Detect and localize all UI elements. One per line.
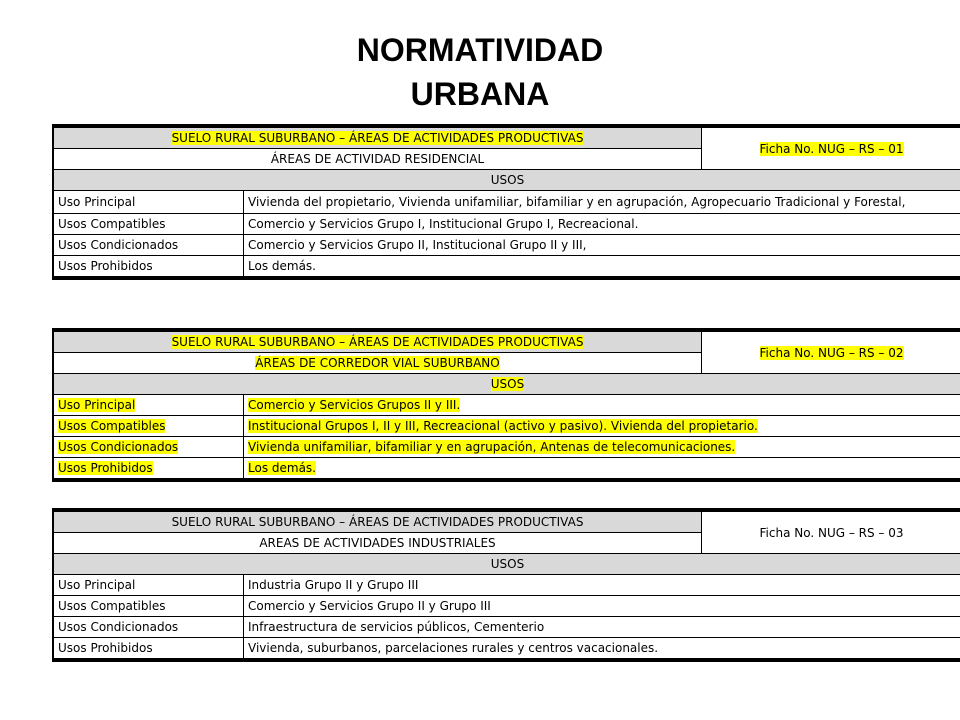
page-title-line2: URBANA <box>410 76 550 112</box>
row-value: Vivienda, suburbanos, parcelaciones rurales y centros vacacionales. <box>244 638 960 659</box>
row-label <box>54 458 244 479</box>
row-value: Vivienda del propietario, Vivienda unifamiliar, bifamiliar y en agrupación, Agropecuario Tradicional y Forestal, <box>244 191 960 214</box>
ficha-table-1 <box>52 124 960 277</box>
row-label: Usos Condicionados <box>54 617 244 638</box>
row-label-text: Usos Compatibles <box>58 419 166 433</box>
row-value-text: Comercio y Servicios Grupos II y III. <box>248 398 461 412</box>
ficha-table-2 <box>52 328 960 479</box>
ficha-area <box>54 353 702 374</box>
row-value <box>244 395 960 416</box>
row-label: Usos Condicionados <box>54 235 244 256</box>
ficha-table-3 <box>52 508 960 659</box>
row-label: Uso Principal <box>54 191 244 214</box>
row-label: Usos Prohibidos <box>54 256 244 277</box>
row-value: Los demás. <box>244 256 960 277</box>
row-value: Comercio y Servicios Grupo II y Grupo III <box>244 596 960 617</box>
row-label <box>54 416 244 437</box>
row-value-text: Vivienda unifamiliar, bifamiliar y en agrupación, Antenas de telecomunicaciones. <box>248 440 736 454</box>
usos-header-text: USOS <box>490 377 525 391</box>
row-value <box>244 437 960 458</box>
ficha-header <box>54 332 702 353</box>
ficha-number <box>702 128 960 170</box>
row-label: Usos Compatibles <box>54 596 244 617</box>
row-label-text: Usos Condicionados <box>58 440 179 454</box>
row-value: Comercio y Servicios Grupo I, Institucional Grupo I, Recreacional. <box>244 214 960 235</box>
row-value-text: Los demás. <box>248 461 316 475</box>
row-label: Usos Compatibles <box>54 214 244 235</box>
row-label-text: Usos Prohibidos <box>58 461 153 475</box>
row-value: Industria Grupo II y Grupo III <box>244 575 960 596</box>
ficha-header-text: SUELO RURAL SUBURBANO – ÁREAS DE ACTIVIDADES PRODUCTIVAS <box>171 131 584 145</box>
usos-header: USOS <box>54 554 960 575</box>
row-label <box>54 395 244 416</box>
ficha-header: SUELO RURAL SUBURBANO – ÁREAS DE ACTIVIDADES PRODUCTIVAS <box>54 512 702 533</box>
ficha-number <box>702 332 960 374</box>
row-value-text: Institucional Grupos I, II y III, Recreacional (activo y pasivo). Vivienda del propietario. <box>248 419 758 433</box>
row-label: Usos Prohibidos <box>54 638 244 659</box>
row-value <box>244 458 960 479</box>
row-value: Infraestructura de servicios públicos, Cementerio <box>244 617 960 638</box>
row-value <box>244 416 960 437</box>
ficha-number: Ficha No. NUG – RS – 03 <box>702 512 960 554</box>
ficha-area-text: ÁREAS DE CORREDOR VIAL SUBURBANO <box>255 356 500 370</box>
ficha-number-text: Ficha No. NUG – RS – 01 <box>759 141 904 156</box>
ficha-header-text: SUELO RURAL SUBURBANO – ÁREAS DE ACTIVIDADES PRODUCTIVAS <box>171 335 584 349</box>
ficha-number-text: Ficha No. NUG – RS – 02 <box>759 345 904 360</box>
row-label: Uso Principal <box>54 575 244 596</box>
row-label-text: Uso Principal <box>58 398 136 412</box>
ficha-header <box>54 128 702 149</box>
page-title-line1: NORMATIVIDAD <box>356 32 604 68</box>
row-value: Comercio y Servicios Grupo II, Institucional Grupo II y III, <box>244 235 960 256</box>
row-label <box>54 437 244 458</box>
usos-header: USOS <box>54 170 960 191</box>
ficha-area: AREAS DE ACTIVIDADES INDUSTRIALES <box>54 533 702 554</box>
ficha-area: ÁREAS DE ACTIVIDAD RESIDENCIAL <box>54 149 702 170</box>
usos-header <box>54 374 960 395</box>
